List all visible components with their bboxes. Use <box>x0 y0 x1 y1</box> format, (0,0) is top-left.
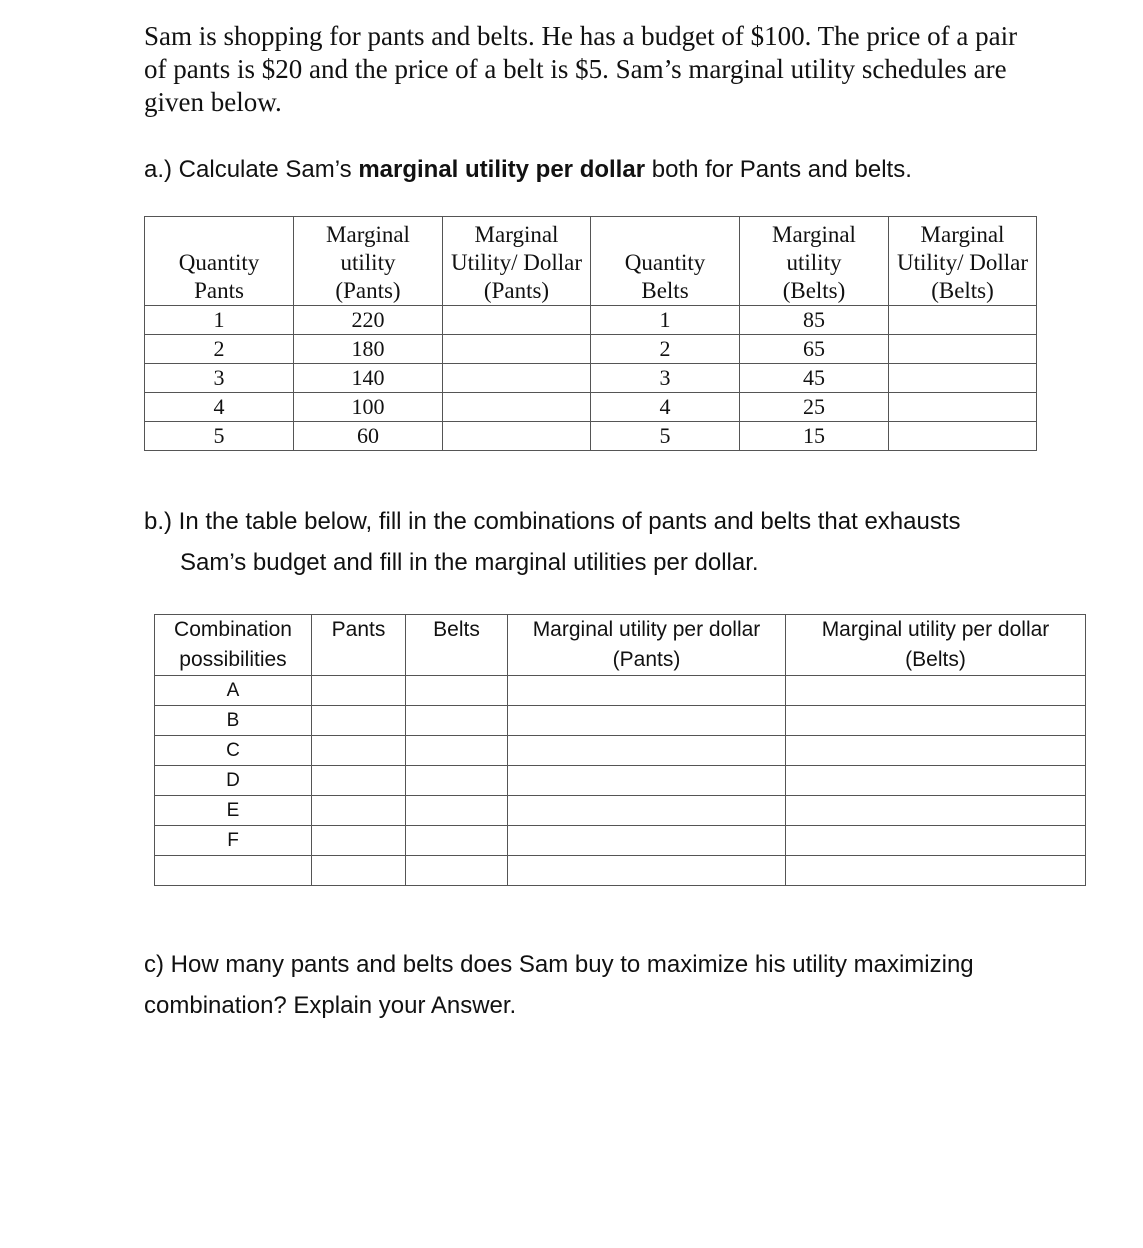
table-cell: C <box>155 736 312 766</box>
question-a <box>144 156 912 184</box>
header-mu-per-dollar-pants-b: Marginal utility per dollar (Pants) <box>508 615 786 676</box>
table-cell <box>443 364 591 393</box>
table-cell <box>155 856 312 886</box>
header-mu-per-dollar-belts-b: Marginal utility per dollar (Belts) <box>786 615 1086 676</box>
combination-table <box>154 614 1086 886</box>
table-cell: A <box>155 676 312 706</box>
table-cell: 85 <box>740 306 889 335</box>
question-b-line2: Sam’s budget and fill in the marginal utilities per dollar. <box>180 549 759 576</box>
table-cell <box>786 736 1086 766</box>
question-a-suffix: both for Pants and belts. <box>645 156 912 183</box>
header-combination: Combination possibilities <box>155 615 312 676</box>
intro-paragraph: Sam is shopping for pants and belts. He has a budget of $100. The price of a pair of pants is $20 and the price of a belt is $5. Sam’s marginal utility schedules are given below. <box>144 21 1018 117</box>
table-row <box>155 796 1086 826</box>
table-cell: F <box>155 826 312 856</box>
table-row <box>155 706 1086 736</box>
table-row <box>145 364 1037 393</box>
table-cell: 3 <box>145 364 294 393</box>
table-cell <box>508 736 786 766</box>
table-cell <box>508 706 786 736</box>
table-cell <box>443 306 591 335</box>
table-cell: 45 <box>740 364 889 393</box>
table-cell <box>406 796 508 826</box>
table-row <box>155 856 1086 886</box>
table-cell <box>312 766 406 796</box>
header-mu-per-dollar-pants: Marginal Utility/ Dollar (Pants) <box>443 217 591 306</box>
table-cell <box>508 856 786 886</box>
question-c-line1: c) How many pants and belts does Sam buy to maximize his utility maximizing <box>144 951 974 978</box>
table-cell <box>406 856 508 886</box>
table-cell <box>406 676 508 706</box>
header-quantity-belts: Quantity Belts <box>591 217 740 306</box>
table-cell: 2 <box>145 335 294 364</box>
table-cell: 220 <box>294 306 443 335</box>
table-cell: 100 <box>294 393 443 422</box>
table-cell: 1 <box>591 306 740 335</box>
table-cell <box>406 706 508 736</box>
table-cell <box>508 796 786 826</box>
table-cell <box>406 826 508 856</box>
table-cell <box>443 335 591 364</box>
question-b-line1: b.) In the table below, fill in the combinations of pants and belts that exhausts <box>144 508 961 535</box>
header-mu-pants: Marginal utility (Pants) <box>294 217 443 306</box>
table-cell: 140 <box>294 364 443 393</box>
table-cell: 65 <box>740 335 889 364</box>
table-cell: 3 <box>591 364 740 393</box>
table-cell <box>406 736 508 766</box>
table-row <box>145 393 1037 422</box>
question-a-prefix: a.) Calculate Sam’s <box>144 156 359 183</box>
table-cell <box>312 706 406 736</box>
table-b-header-row <box>155 615 1086 676</box>
table-cell <box>508 826 786 856</box>
table-row <box>145 306 1037 335</box>
table-row <box>145 335 1037 364</box>
table-cell <box>786 766 1086 796</box>
table-cell: 4 <box>591 393 740 422</box>
marginal-utility-table <box>144 216 1037 451</box>
table-row <box>155 676 1086 706</box>
question-c-line2: combination? Explain your Answer. <box>144 992 517 1019</box>
header-belts: Belts <box>406 615 508 676</box>
table-cell <box>889 364 1037 393</box>
table-cell: 1 <box>145 306 294 335</box>
table-cell: 5 <box>591 422 740 451</box>
table-a-header-row <box>145 217 1037 306</box>
table-cell <box>312 676 406 706</box>
table-cell <box>786 706 1086 736</box>
table-cell <box>508 676 786 706</box>
header-quantity-pants: Quantity Pants <box>145 217 294 306</box>
table-row <box>145 422 1037 451</box>
table-cell: E <box>155 796 312 826</box>
table-cell: 15 <box>740 422 889 451</box>
table-cell <box>786 856 1086 886</box>
table-cell: 4 <box>145 393 294 422</box>
question-a-bold: marginal utility per dollar <box>358 156 646 183</box>
table-row <box>155 826 1086 856</box>
header-pants: Pants <box>312 615 406 676</box>
table-cell <box>443 422 591 451</box>
table-cell <box>786 826 1086 856</box>
table-cell: 2 <box>591 335 740 364</box>
table-cell <box>889 335 1037 364</box>
table-cell <box>889 422 1037 451</box>
table-cell <box>312 736 406 766</box>
table-cell: D <box>155 766 312 796</box>
table-cell <box>312 796 406 826</box>
table-cell: B <box>155 706 312 736</box>
header-mu-belts: Marginal utility (Belts) <box>740 217 889 306</box>
table-cell <box>406 766 508 796</box>
table-cell: 180 <box>294 335 443 364</box>
header-mu-per-dollar-belts: Marginal Utility/ Dollar (Belts) <box>889 217 1037 306</box>
table-cell <box>508 766 786 796</box>
table-cell: 60 <box>294 422 443 451</box>
table-cell <box>312 856 406 886</box>
table-cell <box>889 306 1037 335</box>
table-cell <box>786 796 1086 826</box>
table-cell <box>889 393 1037 422</box>
table-row <box>155 736 1086 766</box>
table-cell: 25 <box>740 393 889 422</box>
table-row <box>155 766 1086 796</box>
table-cell <box>443 393 591 422</box>
table-cell <box>786 676 1086 706</box>
table-cell <box>312 826 406 856</box>
table-cell: 5 <box>145 422 294 451</box>
